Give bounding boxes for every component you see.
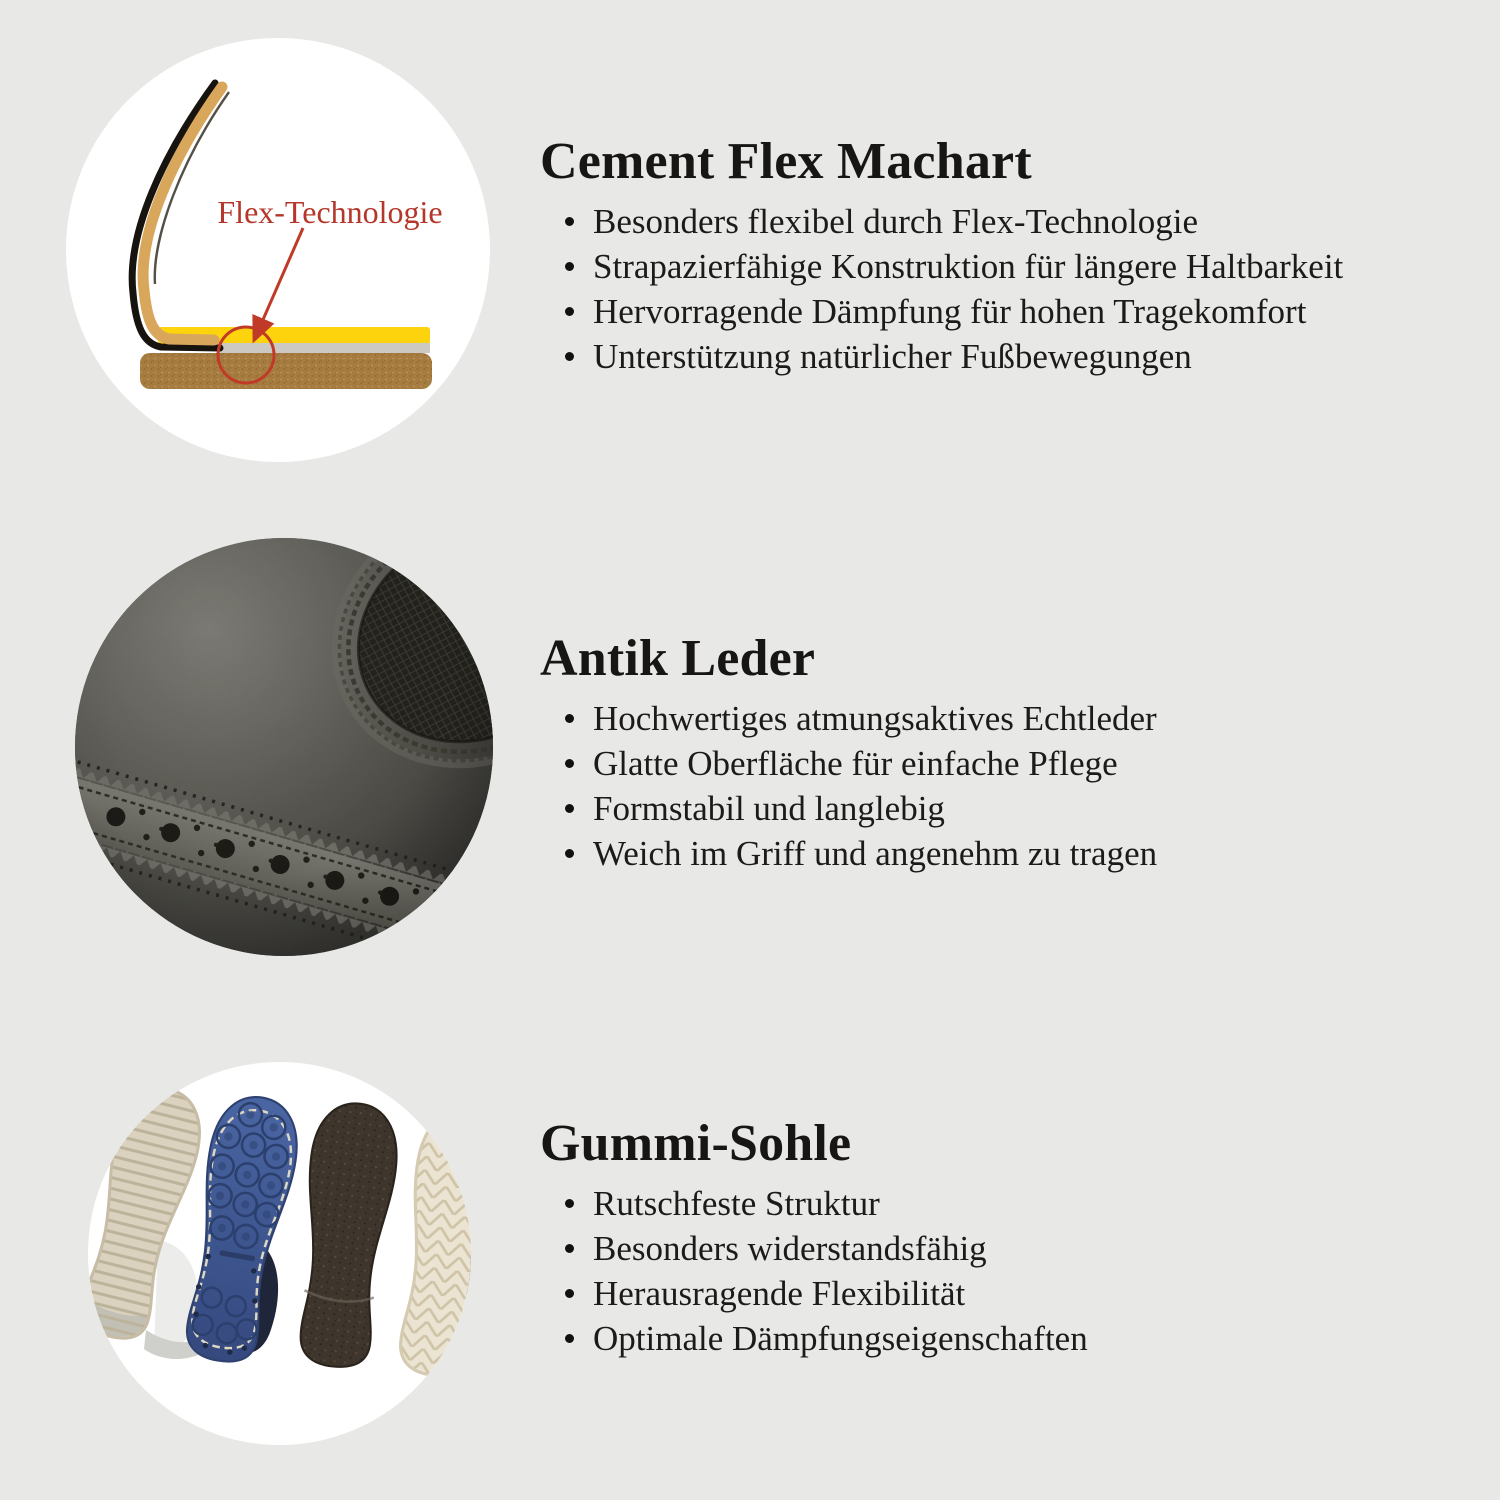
section-cement-flex (540, 134, 1480, 379)
flex-technology-label: Flex-Technologie (217, 194, 443, 230)
leather-photo-illustration (75, 538, 493, 956)
feature-list-antik-leder (540, 696, 1480, 876)
feature-item: Besonders widerstandsfähig (540, 1226, 1480, 1271)
section-antik-leder (540, 631, 1480, 876)
antik-leather-closeup-photo (75, 538, 493, 956)
section-gummi-sohle (540, 1116, 1480, 1361)
upper-leather (143, 87, 222, 340)
feature-item: Hochwertiges atmungsaktives Echtleder (540, 696, 1480, 741)
feature-item: Hervorragende Dämpfung für hohen Tragekomfort (540, 289, 1480, 334)
feature-item: Besonders flexibel durch Flex-Technologie (540, 199, 1480, 244)
feature-list-gummi-sohle (540, 1181, 1480, 1361)
sole-cream-herringbone (389, 1105, 471, 1382)
flex-zone-arrow (255, 228, 303, 338)
flex-technology-diagram (66, 38, 490, 462)
feature-list-cement-flex (540, 199, 1480, 379)
section-title-cement-flex: Cement Flex Machart (540, 133, 1032, 190)
sole-brown-textured (290, 1099, 403, 1371)
soles-photo-illustration (88, 1062, 471, 1445)
section-title-antik-leder: Antik Leder (540, 630, 816, 687)
rubber-soles-photo (88, 1062, 471, 1445)
feature-item: Strapazierfähige Konstruktion für längere Haltbarkeit (540, 244, 1480, 289)
feature-item: Unterstützung natürlicher Fußbewegungen (540, 334, 1480, 379)
feature-item: Herausragende Flexibilität (540, 1271, 1480, 1316)
section-title-gummi-sohle: Gummi-Sohle (540, 1115, 852, 1172)
feature-item: Rutschfeste Struktur (540, 1181, 1480, 1226)
insole-layer (218, 343, 430, 353)
feature-item: Glatte Oberfläche für einfache Pflege (540, 741, 1480, 786)
flex-diagram-illustration (66, 38, 490, 462)
feature-item: Optimale Dämpfungseigenschaften (540, 1316, 1480, 1361)
feature-item: Weich im Griff und angenehm zu tragen (540, 831, 1480, 876)
feature-item: Formstabil und langlebig (540, 786, 1480, 831)
